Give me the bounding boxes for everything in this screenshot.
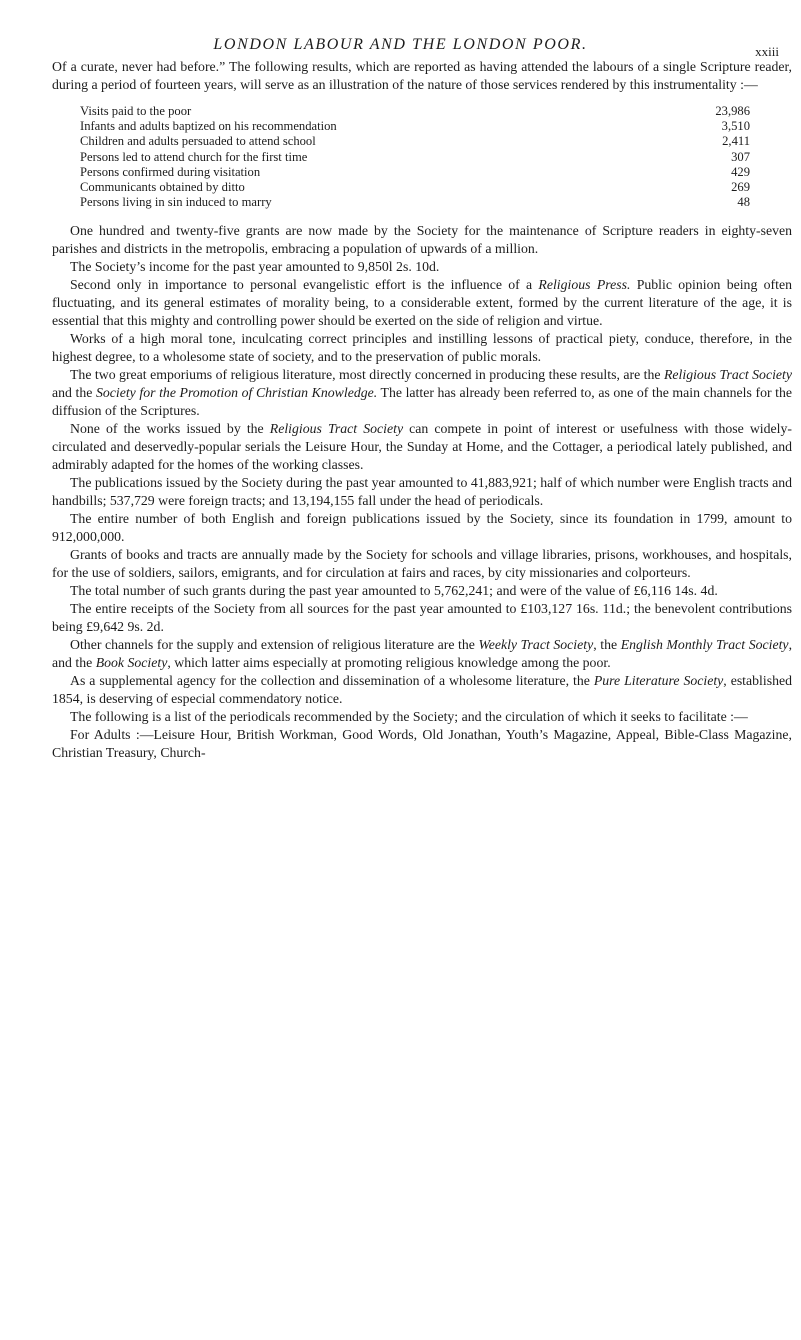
emphasis: Religious Tract Society xyxy=(663,367,792,383)
paragraph-publications: The publications issued by the Society during the past year amounted to 41,883,921; half of which number were English tracts and handbills; 537,729 were foreign tracts; and 13,194,155 fall under the head of periodicals. xyxy=(52,475,792,509)
paragraph-total-publications: The entire number of both English and foreign publications issued by the Society, since its foundation in 1799, amount to 912,000,000. xyxy=(52,511,792,545)
item-value: 48 xyxy=(737,195,750,210)
item-label: Visits paid to the poor xyxy=(80,104,192,118)
item-label: Persons living in sin induced to marry xyxy=(80,195,272,210)
paragraph-pure-literature: As a supplemental agency for the collection and dissemination of a wholesome literature, the Pure Literature Society, established 1854, is deserving of especial commendatory notice. xyxy=(52,673,792,707)
item-label: Persons led to attend church for the first time xyxy=(80,149,308,164)
paragraph-periodicals: The following is a list of the periodicals recommended by the Society; and the circulation of which it seeks to facilitate :— xyxy=(70,709,748,725)
paragraph-serials: None of the works issued by the Religious Tract Society can compete in point of interest or usefulness with those widely-circulated and deservedly-popular serials the Leisure Hour, the Sunday at Home, and the Cottager, a periodical lately published, and admirably adapted for the homes of the working classes. xyxy=(52,421,792,473)
list-item xyxy=(80,165,750,180)
list-item xyxy=(80,180,750,195)
paragraph-other-channels: Other channels for the supply and extension of religious literature are the Weekly Tract Society, the English Monthly Tract Society, and the Book Society, which latter aims especially at promoting religious knowledge among the poor. xyxy=(52,637,793,671)
list-item xyxy=(80,134,750,149)
page-number: xxiii xyxy=(755,44,779,59)
body-text xyxy=(52,58,792,762)
paragraph-emporiums: The two great emporiums of religious literature, most directly concerned in producing these results, are the Religious Tract Society and the Society for the Promotion of Christian Knowledge. The latter has already been referred to, as one of the main channels for the diffusion of the Scriptures. xyxy=(52,367,793,419)
paragraph-moral-tone: Works of a high moral tone, inculcating correct principles and instilling lessons of practical piety, conduce, therefore, in the highest degree, to a wholesome state of society, and to the preservation of public morals. xyxy=(52,331,792,365)
emphasis: Religious Tract Society xyxy=(269,421,404,437)
paragraph-religious-press: Second only in importance to personal evangelistic effort is the influence of a Religious Press. Public opinion being often fluctuating, and its general estimates of morality being, to a considerable extent, formed by the current literature of the age, it is essential that this mighty and controlling power should be exerted on the side of religion and virtue. xyxy=(52,277,792,329)
item-value: 23,986 xyxy=(715,104,750,118)
list-item xyxy=(80,150,750,165)
intro-paragraph: Of a curate, never had before.” The following results, which are reported as having attended the labours of a single Scripture reader, during a period of fourteen years, will serve as an illustration of the nature of those services rendered by this instrumentality :— xyxy=(52,59,792,92)
list-item xyxy=(80,104,750,119)
paragraph-book-grants: Grants of books and tracts are annually made by the Society for schools and village libraries, prisons, workhouses, and hospitals, for the use of soldiers, sailors, emigrants, and for circulation at fairs and races, by city missionaries and colporteurs. xyxy=(52,547,792,581)
emphasis: English Monthly Tract Society xyxy=(620,637,789,653)
emphasis: Weekly Tract Society xyxy=(478,637,594,653)
emphasis: Book Society xyxy=(95,655,168,671)
item-value: 3,510 xyxy=(721,119,750,134)
item-label: Children and adults persuaded to attend school xyxy=(80,134,316,149)
item-label: Infants and adults baptized on his recommendation xyxy=(80,119,337,134)
item-value: 2,411 xyxy=(722,134,750,149)
results-list xyxy=(80,104,750,210)
list-item xyxy=(80,195,750,210)
emphasis: Society for the Promotion of Christian Knowledge. xyxy=(95,385,378,401)
running-head xyxy=(0,20,801,60)
emphasis: Pure Literature Society xyxy=(593,673,724,689)
item-value: 307 xyxy=(731,149,750,164)
item-label: Communicants obtained by ditto xyxy=(80,180,245,195)
header-title: LONDON LABOUR AND THE LONDON POOR. xyxy=(213,36,588,53)
paragraph-grants: One hundred and twenty-five grants are now made by the Society for the maintenance of Scripture readers in eighty-seven parishes and districts in the metropolis, embracing a population of upwards of a million. xyxy=(52,223,792,257)
paragraph-receipts: The entire receipts of the Society from all sources for the past year amounted to £103,127 16s. 11d.; the benevolent contributions being £9,642 9s. 2d. xyxy=(52,601,792,635)
item-value: 429 xyxy=(731,164,750,179)
list-item xyxy=(80,119,750,134)
paragraph-income: The Society’s income for the past year amounted to 9,850l 2s. 10d. xyxy=(70,259,440,275)
item-value: 269 xyxy=(731,180,750,195)
paragraph-for-adults: For Adults :—Leisure Hour, British Workman, Good Words, Old Jonathan, Youth’s Magazine, Appeal, Bible-Class Magazine, Christian Treasury, Church- xyxy=(52,727,792,761)
item-label: Persons confirmed during visitation xyxy=(80,164,261,179)
paragraph-grant-total: The total number of such grants during the past year amounted to 5,762,241; and were of the value of £6,116 14s. 4d. xyxy=(70,583,718,599)
emphasis: Religious Press. xyxy=(538,277,631,293)
